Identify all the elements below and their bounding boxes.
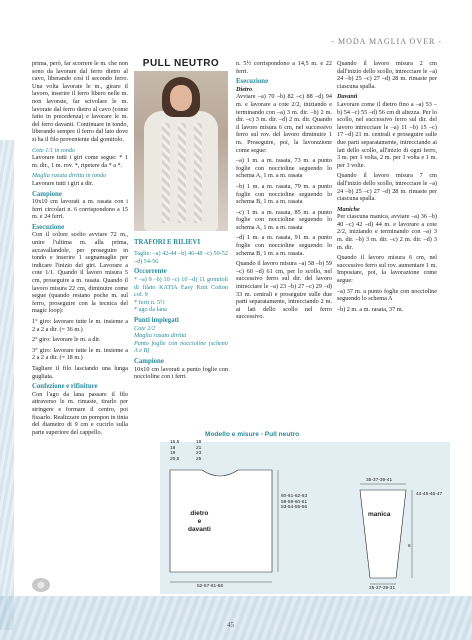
face [170,85,192,111]
sleeve-length-label: 44-45-46-47 [416,492,443,497]
paragraph: –b) 2 m. a m. rasata, 37 m. [337,305,404,313]
paragraph: Lavorare come il dietro fino a –a) 53 –b) 54 –c) 55 –d) 56 cm di altezza. Per lo scollo, nel successivo ferro sul dir. del lavoro intrecciare le –a) 11 –b) 15 –c) 17 –d) 21 m. centrali e proseguire sulle due parti separatamente, intrecciando ai lati dello scollo, all'inizio di ogni ferro, 3 m. per 1 volta, 2 m. per 1 volta e 1 m. per 3 volte. [337,100,437,169]
paragraph: * ago da lana [134,306,167,314]
paragraph: Con l'ago da lana passare il filo attraverso le m. rimaste, tirarlo per stringere e formare il centro, poi fissarlo. Realizzare un pompon in tinta del diametro di 9 cm e cucirlo sulla parte superiore del cappello. [32,390,128,436]
column-3 [236,60,332,324]
cable-pattern [178,123,186,223]
list-item: Punto foglie con noccioline (schemi A e B) [134,339,228,355]
sleeve-bottom-label: 25-27-29-31 [369,586,396,591]
paragraph: Lavorare tutti i giri a dir. [32,179,94,187]
paragraph: –a) 37 m. a punto foglie con noccioline seguendo lo schema A [337,287,437,303]
paragraph: * –a) 9 –b) 10 –c) 10 –d) 11 gomitoli di filato KATIA Easy Knit Cotton col. 9 [134,275,228,299]
body-length-label: 60-61-62-63 58-59-60-61 53-54-55-56 [281,494,308,511]
knit-texture-strip [0,140,14,630]
neck-width-right: 19 21 23 25 [196,440,202,462]
cable-pattern [162,123,170,223]
body-piece-outline [170,470,272,572]
subsection-title: Maniche [337,205,360,213]
section-title: Campione [134,357,164,365]
body-piece-label: dietro e davanti [188,510,211,533]
subsection-title: Davanti [337,93,358,101]
section-title: Cote 1/1 in tondo [32,146,76,154]
column-4 [337,60,437,316]
paragraph: –a) 1 m. a m. rasata, 73 m. a punto foglie con noccioline seguendo lo schema A, 1 m. a m. rasata [236,157,332,180]
paragraph: Quando il lavoro misura –a) 58 –b) 59 –c) 60 –d) 61 cm, per lo scollo, nel successivo ferro sul dir. del lavoro intrecciare le –a) 23 –b) 27 –c) 29 –d) 33 m. centrali e proseguire sulle due parti separatamente, intrecciando 2 m. ai lati dello scollo nel ferro successivo. [236,260,332,321]
neck-width-left: 16,5 18 19 20,5 [170,440,180,462]
knit-texture-footer [0,596,472,640]
paragraph: 1° giro: lavorare tutte le m. insieme a 2 a 2 a dir. (= 36 m.) [32,318,128,333]
paragraph: prima, però, far scorrere le m. che non sono da lavorare dal ferro dietro al cavo, liberando così il secondo ferro. Una volta lavorate le m., girare il lavoro, inserire il ferro libero nelle m. non lavorate, far scivolare le m. lavorate dal ferro dietro al cavo (come fatto in precedenza) e lavorare le m. del ferro davanti. Continuare in tondo, liberando sempre il ferro dal lato dove si ha il filo proveniente dal gomitolo. [32,60,128,143]
paragraph: Tagliare il filo lasciando una lunga gugliata. [32,364,128,380]
sleeve-top-label: 35-37-39-41 [366,478,393,483]
paragraph: Avviare –a) 70 –b) 82 –c) 88 –d) 94 m. e lavorare a cote 2/2, iniziando e terminando con –a) 3 m. dir. –b) 2 m. dir. –c) 3 m. dir. –d) 2 m. dir. Quando il lavoro misura 6 cm, nel successivo ferro sul rov. del lavoro diminuire 1 m. Proseguire, poi, la lavorazione come segue: [236,93,332,154]
paragraph: –b) 1 m. a m. rasata, 79 m. a punto foglie con noccioline seguendo lo schema B, 1 m. a m. rasata [236,182,332,206]
paragraph: 2° giro: lavorare le m. a dir. [32,336,101,344]
list-item: Maglia rasata diritta [134,332,187,340]
section-title: Esecuzione [32,223,65,231]
sleeve-cuff-label: 6 [408,544,411,549]
model-photo [134,71,228,231]
paragraph: Con il colore scelto avviare 72 m., unire l'ultima m. alla prima, accavallandole, per proseguire in tondo e inserire 1 segnamaglie per indicare l'inizio dei giri. Lavorare a cote 1/1. Quando il lavoro misura 5 cm, proseguire a m. rasata. Quando il lavoro misura 22 cm, diminuire come segue (quando restano poche m. sul ferro, proseguire con la tecnica del magic loop): [32,231,128,315]
paragraph: Taglie: –a) 42-44 –b) 46-48 –c) 50-52 –d) 54-56 [134,250,228,265]
paragraph: 10x10 cm lavorati a punto foglie con noccioline con i ferri [134,365,228,381]
section-title: Esecuzione [236,78,269,86]
sleeve-piece-outline [360,490,406,578]
section-title: Maglia rasata diritta in tondo [32,172,107,180]
section-title: Punti impiegati [134,316,179,324]
section-title: TRAFORI E RILIEVI [134,238,201,246]
yarn-ball-icon [32,578,50,592]
section-title: Occorrente [134,268,167,276]
page-header: - MODA MAGLIA OVER - [331,37,442,46]
paragraph: –c) 1 m. a m. rasata, 85 m. a punto foglie con noccioline seguendo lo schema A, 1 m. a m. rasata [236,208,332,231]
paragraph: Per ciascuna manica, avviare –a) 36 –b) 40 –c) 42 –d) 44 m. e lavorare a cote 2/2, iniziando e terminando con –a) 3 m. dir. –b) 3 m. dir. –c) 2 m. dir. –d) 3 m. dir. [337,213,437,251]
body-width-label: 52-57-61-66 [197,584,224,589]
column-2 [134,60,228,384]
section-title: Campione [32,190,62,198]
paragraph: 3° giro: lavorare tutte le m. insieme a 2 a 2 a dir. (= 18 m.) [32,346,128,362]
list-item: Cote 2/2 [134,324,156,332]
paragraph: n. 5½ corrispondono a 14,5 m. e 22 ferri. [236,60,332,75]
paragraph: * ferri n. 5½ [134,298,165,306]
paragraph: Quando il lavoro misura 7 cm dall'inizio dello scollo, intrecciare le –a) 24 –b) 25 –c) 27 –d) 28 m. rimaste per ciascuna spalla. [337,172,437,203]
diagram-title: Modello e misure - Pull neutro [205,431,300,438]
paragraph: Quando il lavoro misura 6 cm, nel successivo ferro sul rov. aumentare 1 m. Impostare, poi, la lavorazione come segue: [337,254,437,285]
subsection-title: Dietro [236,85,253,93]
cable-pattern [194,123,202,223]
paragraph: Quando il lavoro misura 2 cm dall'inizio dello scollo, intrecciare le –a) 24 –b) 25 –c) 27 –d) 28 m. rimaste per ciascuna spalla. [337,60,437,90]
paragraph: –d) 1 m. a m. rasata, 91 m. a punto foglie con noccioline seguendo lo schema B, 1 m. a m. rasata. [236,234,332,257]
photo-title: PULL NEUTRO [142,58,220,69]
sleeve-piece-label: manica [368,511,391,518]
page-number: 45 [227,621,234,629]
paragraph: 10x10 cm lavorati a m. rasata con i ferri circolari n. 6 corrispondono a 15 m. e 24 ferri. [32,198,128,221]
column-1 [32,60,128,439]
section-title: Confezione e rifiniture [32,383,98,391]
paragraph: Lavorare tutti i giri come segue: * 1 m. dir., 1 m. rov. *, ripetere da * a *. [32,154,128,169]
